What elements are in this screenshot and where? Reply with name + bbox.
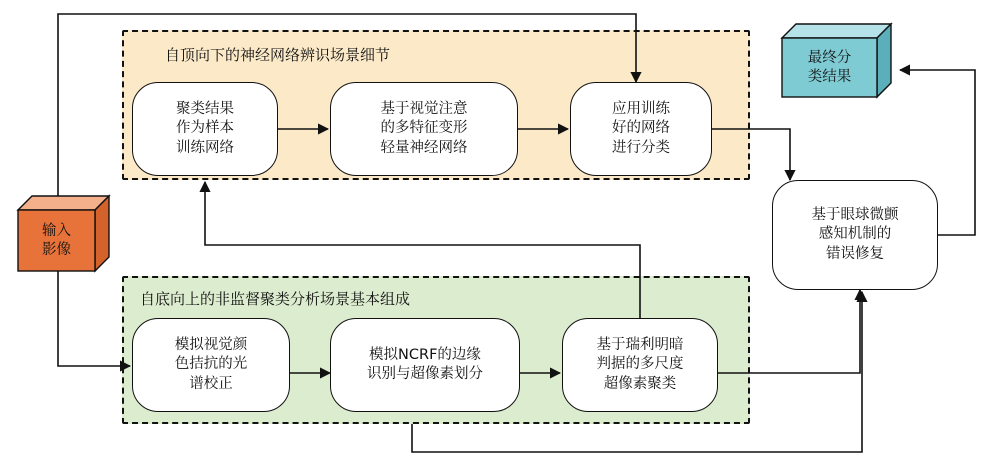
node-ncrf-superpixel[interactable] [330,318,520,412]
node-ncrf-superpixel-line2: 识别与超像素划分 [367,366,483,382]
input-image-line1: 输入 [42,222,71,239]
group-top-down-title: 自顶向下的神经网络辨识场景细节 [165,46,391,64]
node-apply-trained-line3: 进行分类 [612,139,670,156]
node-color-opponent-line3: 谱校正 [189,375,233,392]
final-result-line1: 最终分 [807,49,852,66]
node-error-repair-line3: 错误修复 [826,245,884,262]
node-ncrf-superpixel-line1: 模拟NCRF的边缘 [369,346,481,363]
final-result-label [782,38,877,97]
node-color-opponent-correction[interactable] [132,318,290,412]
node-color-opponent-line1: 模拟视觉颜 [174,337,248,354]
node-microsaccade-error-repair[interactable] [772,180,938,290]
node-visual-attention-line2: 的多特征变形 [380,120,468,137]
node-cluster-training-line2: 作为样本 [176,120,234,137]
node-rayleigh-clustering[interactable] [562,318,718,412]
node-rayleigh-line2: 判据的多尺度 [596,356,684,373]
group-bottom-up-title: 自底向上的非监督聚类分析场景基本组成 [140,290,411,308]
input-image-label [18,210,95,271]
node-error-repair-line2: 感知机制的 [818,226,892,243]
node-apply-trained-line2: 好的网络 [612,120,670,137]
node-cluster-training[interactable] [132,82,278,176]
node-rayleigh-line3: 超像素聚类 [603,375,677,392]
input-image-line2: 影像 [42,241,71,258]
node-color-opponent-line2: 色拮抗的光 [174,356,248,373]
node-cluster-training-line3: 训练网络 [176,139,234,156]
node-apply-trained-network[interactable] [570,82,712,176]
node-visual-attention-line1: 基于视觉注意 [380,101,468,118]
node-error-repair-line1: 基于眼球微颤 [811,207,899,224]
node-visual-attention-line3: 轻量神经网络 [380,139,468,156]
node-cluster-training-line1: 聚类结果 [176,101,234,118]
node-visual-attention-network[interactable] [330,82,518,176]
final-result-node[interactable] [782,24,892,98]
node-apply-trained-line1: 应用训练 [612,101,670,118]
input-image-node[interactable] [18,196,110,272]
node-rayleigh-line1: 基于瑞利明暗 [596,337,684,354]
final-result-line2: 类结果 [807,68,852,85]
